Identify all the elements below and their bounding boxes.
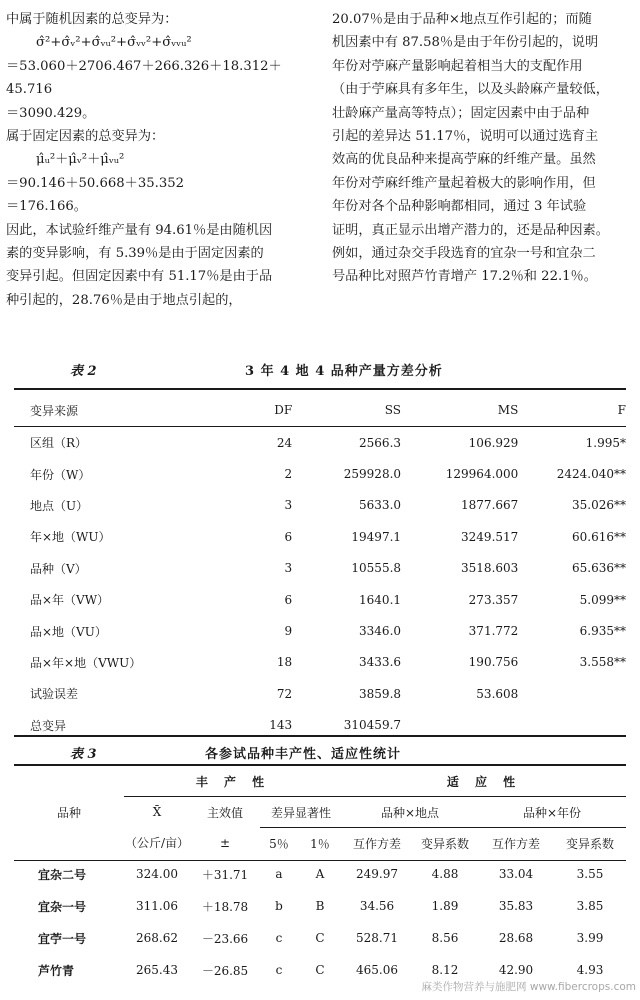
table2-body — [14, 427, 626, 741]
table2-cell: 3 — [284, 561, 293, 576]
text-line: 因此，本试验纤维产量有 94.61％是由随机因 — [6, 222, 273, 238]
table2-cell: 年份（W） — [30, 467, 91, 482]
table3-col-variety-x-year: 品种×年份 — [478, 797, 626, 828]
table3-cell: 311.06 — [136, 899, 178, 913]
table3 — [14, 766, 626, 986]
table2-cell: 5633.0 — [359, 498, 402, 513]
table2-bottom-rule — [14, 735, 626, 737]
table2-cell: 72 — [276, 686, 293, 701]
table3-cell: b — [275, 899, 283, 913]
table2-cell — [518, 678, 626, 709]
text-line: ＝53.060＋2706.467＋266.326＋18.312＋ — [6, 58, 282, 74]
table2-header-row — [14, 393, 626, 427]
table2-row — [14, 678, 626, 709]
table3-cell: 528.71 — [356, 931, 398, 945]
table3-col-mean: X̄ — [152, 805, 162, 820]
table3-group-row — [14, 766, 626, 797]
table3-unit-row — [14, 828, 626, 859]
table3-cell: 42.90 — [498, 963, 534, 977]
table3-cell: a — [275, 867, 283, 881]
table2-row — [14, 615, 626, 646]
table2-cell: 10555.8 — [351, 561, 402, 576]
table3-cell: 33.04 — [498, 867, 534, 881]
table2-cell: 259928.0 — [343, 467, 402, 482]
table3-cell: 34.56 — [359, 899, 395, 913]
table3-cell: 249.97 — [356, 867, 398, 881]
table3-cell: 3.85 — [576, 899, 604, 913]
table2-header-cell: 变异来源 — [30, 403, 79, 418]
text-line: ＝90.146＋50.668＋35.352 — [6, 175, 184, 191]
table2-caption — [70, 360, 443, 379]
formula-line: σ̂²+σ̂ᵥ²+σ̂ᵥᵤ²+σ̂ᵥᵥ²+σ̂ᵥᵥᵤ² — [36, 35, 192, 51]
table3-row — [14, 890, 626, 922]
table2-cell: 60.616** — [572, 529, 626, 544]
text-line: ＝3090.429。 — [6, 105, 96, 121]
table2-cell: 3518.603 — [461, 561, 519, 576]
right-text-column — [332, 8, 632, 289]
table2-cell: 2424.040** — [556, 467, 626, 482]
text-line: 年份对各个品种影响都相同，通过 3 年试验 — [332, 199, 587, 215]
table2 — [14, 393, 626, 741]
table2-cell: 129964.000 — [445, 467, 519, 482]
table3-cell: 3.55 — [576, 867, 604, 881]
table2-row — [14, 647, 626, 678]
table3-col-interaction-var-vxy: 互作方差 — [491, 836, 540, 851]
table3-group-adaptability: 适 应 性 — [342, 766, 626, 797]
table2-cell: 24 — [276, 435, 293, 450]
table3-header-rule — [14, 860, 626, 861]
text-line: 种引起的，28.76％是由于地点引起的， — [6, 292, 242, 308]
table2-cell: 19497.1 — [351, 529, 402, 544]
table2-cell: 106.929 — [468, 435, 519, 450]
text-line: 20.07％是由于品种×地点互作引起的；而随 — [332, 12, 592, 27]
table2-cell: 品×年（VW） — [30, 593, 110, 608]
table2-cell: 品种（V） — [30, 561, 87, 576]
table3-cell: C — [315, 963, 325, 977]
table2-cell: 6 — [284, 592, 293, 607]
table2-cell: 6.935** — [579, 624, 626, 639]
text-line: 机因素中有 87.58％是由于年份引起的，说明 — [332, 35, 599, 51]
table3-body — [14, 858, 626, 986]
table3-cell: 324.00 — [136, 867, 178, 881]
table2-row — [14, 521, 626, 552]
table3-col-main-effect-pm: ± — [219, 835, 231, 850]
table3-cell: ＋18.78 — [201, 899, 249, 914]
text-line: 引起的差异达 51.17％，说明可以通过选育主 — [332, 129, 599, 145]
table3-cell: 465.06 — [356, 963, 398, 977]
table3-variety-name: 宜苧一号 — [38, 931, 87, 946]
table2-cell: 5.099** — [579, 592, 626, 607]
table2-cell: 3.558** — [579, 655, 626, 670]
text-line: 变异引起。但固定因素中有 51.17％是由于品 — [6, 269, 273, 285]
table3-cell: A — [315, 867, 325, 881]
table3-cell: 4.88 — [431, 867, 459, 881]
table3-cell: c — [275, 931, 283, 945]
table2-cell: 1.995* — [585, 435, 626, 450]
table2-cell: 3 — [284, 498, 293, 513]
table3-cell: 8.56 — [431, 931, 459, 945]
table3-variety-name: 宜杂二号 — [38, 867, 87, 882]
table3-cell: 28.68 — [498, 931, 534, 945]
table2-cell: 3859.8 — [359, 686, 402, 701]
table3-col-sig-1: 1％ — [310, 836, 330, 851]
table3-caption — [70, 743, 402, 762]
table3-row — [14, 922, 626, 954]
table3-cell: －23.66 — [201, 931, 249, 946]
table3-col-cv-vxl: 变异系数 — [420, 836, 469, 851]
table3-cell: C — [315, 931, 325, 945]
table3-group-high-yield: 丰 产 性 — [124, 766, 342, 797]
table3-col-significance: 差异显著性 — [260, 797, 342, 828]
table2-row — [14, 584, 626, 615]
text-line: 45.716 — [6, 82, 53, 98]
table2-cell: 35.026** — [572, 498, 626, 513]
table3-col-variety-x-location: 品种×地点 — [342, 797, 478, 828]
table2-cell: 品×年×地（VWU） — [30, 655, 142, 670]
table3-col-sig-5: 5％ — [269, 836, 289, 851]
table2-cell: 2566.3 — [359, 435, 402, 450]
table2-cell: 53.608 — [476, 686, 519, 701]
table2-cell: 143 — [269, 718, 293, 733]
table3-subheader-row — [14, 797, 626, 828]
text-line: 属于固定因素的总变异为： — [6, 129, 165, 145]
table2-cell: 18 — [276, 655, 293, 670]
table3-cell: ＋31.71 — [201, 867, 249, 882]
text-line: 证明，真正显示出增产潜力的，还是品种因素。 — [332, 222, 609, 238]
table3-variety-name: 芦竹青 — [38, 963, 75, 978]
table3-label: 表 3 — [70, 747, 97, 762]
table2-cell: 区组（R） — [30, 436, 88, 451]
text-line: 例如，通过杂交手段选育的宜杂一号和宜杂二 — [332, 246, 596, 262]
text-line: ＝176.166。 — [6, 199, 87, 215]
table3-cell: 265.43 — [136, 963, 178, 977]
table2-cell: 试验误差 — [30, 687, 79, 702]
table2-row — [14, 427, 626, 458]
text-line: 年份对苧麻产量影响起着相当大的支配作用 — [332, 58, 583, 74]
text-line: （由于苧麻具有多年生，以及头龄麻产量较低， — [332, 82, 609, 98]
table2-cell: 371.772 — [468, 624, 519, 639]
table2-cell: 190.756 — [468, 655, 519, 670]
table3-row — [14, 858, 626, 890]
left-text-column — [6, 8, 318, 312]
table2-cell: 310459.7 — [343, 718, 402, 733]
table2-cell: 2 — [284, 467, 293, 482]
table3-cell: c — [275, 963, 283, 977]
table2-cell: 9 — [284, 624, 293, 639]
text-line: 年份对苧麻纤维产量起着极大的影响作用，但 — [332, 175, 596, 191]
table3-col-cv-vxy: 变异系数 — [565, 836, 614, 851]
table2-top-rule — [14, 388, 626, 390]
table2-row — [14, 553, 626, 584]
table3-cell: 268.62 — [136, 931, 178, 945]
table2-cell: 地点（U） — [30, 498, 89, 513]
table2-cell: 1640.1 — [359, 592, 402, 607]
table3-col-mean-unit: （公斤/亩） — [124, 836, 190, 851]
table2-cell: 3433.6 — [359, 655, 402, 670]
text-line: 壮龄麻产量高等特点）；固定因素中由于品种 — [332, 105, 590, 121]
table2-title: 3 年 4 地 4 品种产量方差分析 — [245, 364, 443, 379]
text-line: 号品种比对照芦竹青增产 17.2％和 22.1％。 — [332, 269, 597, 285]
table2-header-cell: MS — [497, 403, 519, 417]
table3-cell: 3.99 — [576, 931, 604, 945]
formula-line: μ̂ᵤ²＋μ̂ᵥ²＋μ̂ᵥᵤ² — [36, 152, 125, 168]
table3-title: 各参试品种丰产性、适应性统计 — [205, 747, 402, 762]
table3-col-main-effect: 主效值 — [206, 805, 243, 820]
text-line: 效高的优良品种来提高苧麻的纤维产量。虽然 — [332, 152, 596, 168]
table2-cell: 总变异 — [30, 718, 67, 733]
table2-cell: 1877.667 — [461, 498, 519, 513]
table2-cell: 3346.0 — [359, 624, 402, 639]
table3-cell: 35.83 — [498, 899, 534, 913]
table2-label: 表 2 — [70, 364, 97, 379]
table3-cell: 8.12 — [431, 963, 459, 977]
text-line: 中属于随机因素的总变异为： — [6, 12, 178, 27]
table2-header-cell: F — [617, 403, 626, 417]
table3-cell: －26.85 — [201, 963, 249, 978]
table2-cell: 3249.517 — [461, 529, 519, 544]
table3-cell: 4.93 — [576, 963, 604, 977]
table2-header-cell: DF — [274, 403, 293, 417]
table3-cell: 1.89 — [431, 899, 459, 913]
table2-cell: 年×地（WU） — [30, 530, 111, 545]
table3-cell: B — [315, 899, 325, 913]
table2-row — [14, 490, 626, 521]
table2-row — [14, 458, 626, 489]
table2-cell: 273.357 — [468, 592, 519, 607]
table3-col-variety: 品种 — [56, 805, 81, 820]
table2-cell: 6 — [284, 529, 293, 544]
table3-variety-name: 宜杂一号 — [38, 899, 87, 914]
table2-cell: 65.636** — [572, 561, 626, 576]
text-line: 素的变异影响，有 5.39％是由于固定因素的 — [6, 246, 264, 262]
table2-header-cell: SS — [384, 403, 402, 417]
table3-col-interaction-var-vxl: 互作方差 — [352, 836, 401, 851]
watermark: 麻类作物营养与施肥网 www.fibercrops.com — [421, 981, 636, 993]
table2-cell: 品×地（VU） — [30, 624, 107, 639]
